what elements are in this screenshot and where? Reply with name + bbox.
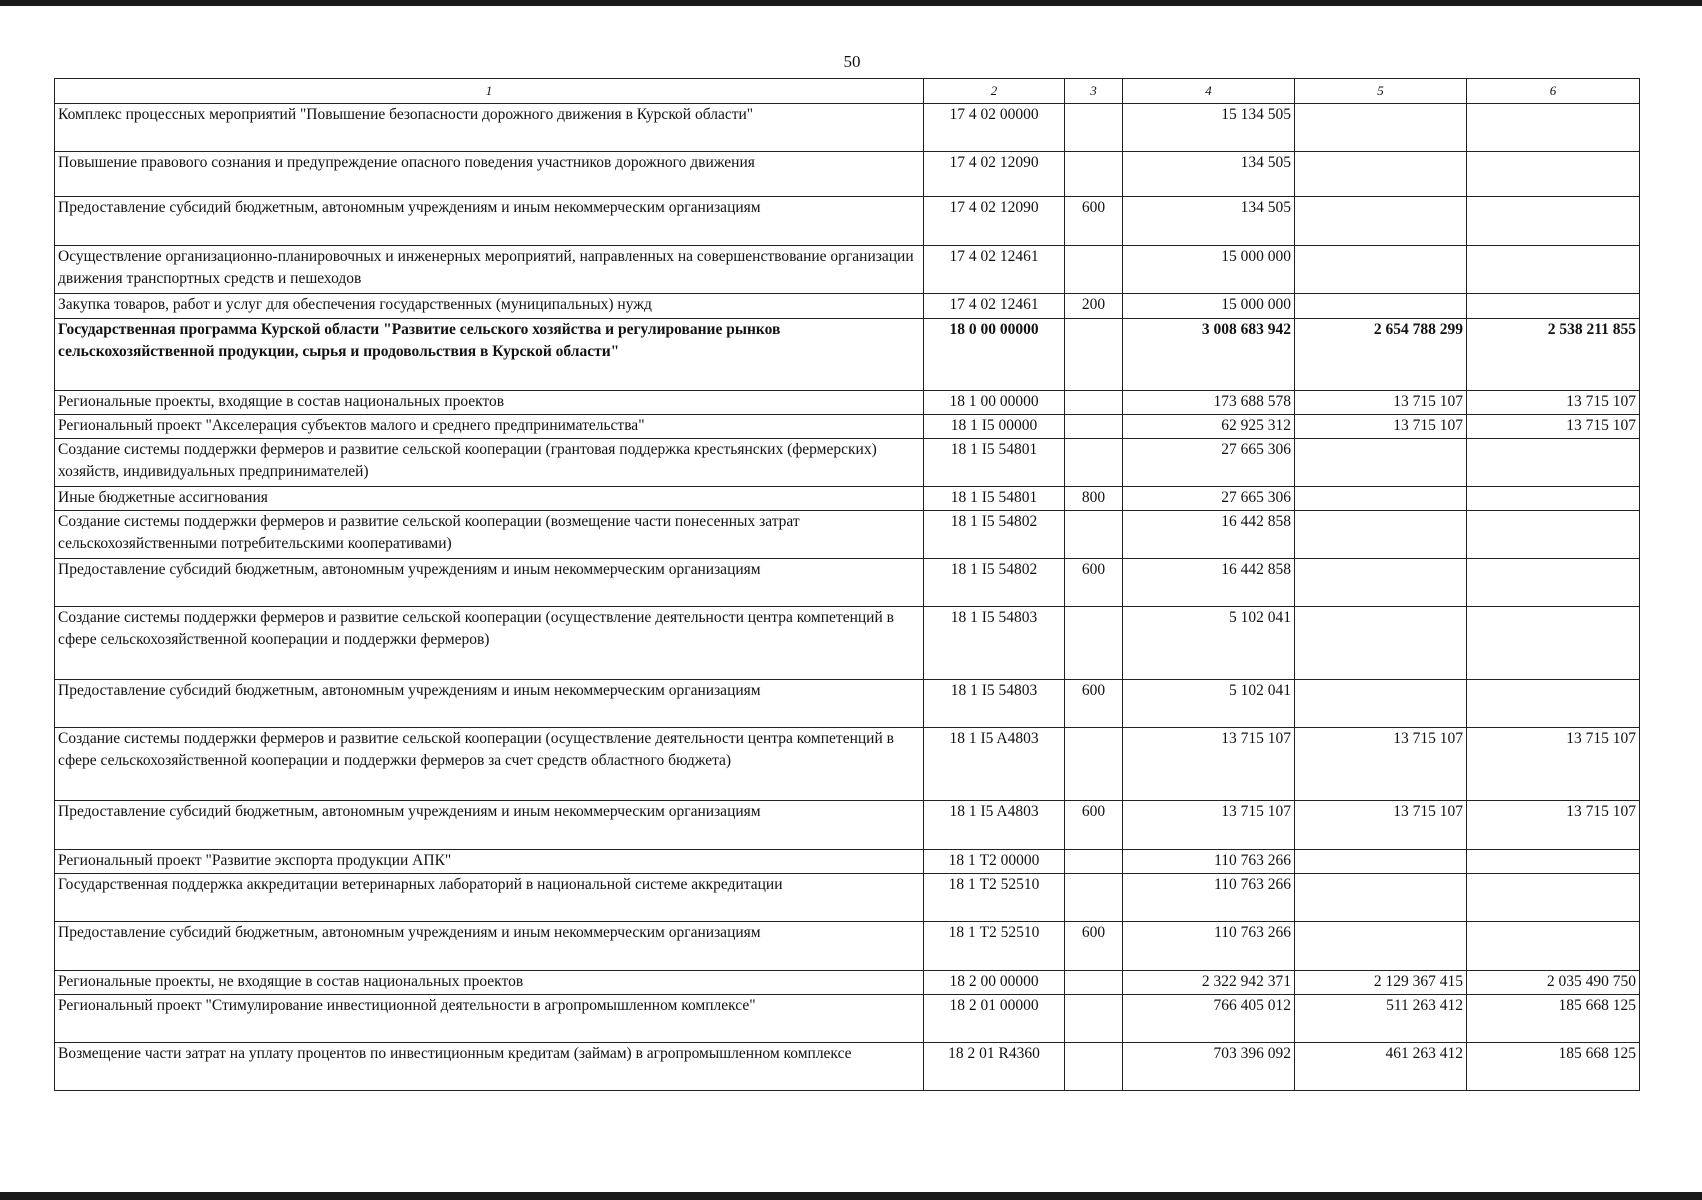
row-value-year1-cell: 703 396 092 bbox=[1123, 1043, 1295, 1091]
row-code-cell: 18 2 00 00000 bbox=[924, 971, 1065, 995]
row-kvr-cell bbox=[1065, 728, 1123, 801]
header-col-6: 6 bbox=[1467, 79, 1640, 104]
row-name-cell: Предоставление субсидий бюджетным, автономным учреждениям и иным некоммерческим организациям bbox=[55, 801, 924, 850]
row-value-year2-cell: 2 129 367 415 bbox=[1295, 971, 1467, 995]
row-value-year3-cell bbox=[1467, 680, 1640, 728]
table-row bbox=[55, 294, 1640, 319]
row-code-cell: 18 1 I5 54803 bbox=[924, 680, 1065, 728]
row-code-cell: 17 4 02 12461 bbox=[924, 246, 1065, 294]
row-value-year3-cell: 13 715 107 bbox=[1467, 391, 1640, 415]
row-value-year1-cell: 173 688 578 bbox=[1123, 391, 1295, 415]
row-value-year2-cell bbox=[1295, 511, 1467, 559]
row-value-year3-cell: 2 035 490 750 bbox=[1467, 971, 1640, 995]
row-value-year3-cell: 185 668 125 bbox=[1467, 995, 1640, 1043]
row-name-cell: Повышение правового сознания и предупреждение опасного поведения участников дорожного движения bbox=[55, 152, 924, 197]
row-name-cell: Государственная программа Курской области "Развитие сельского хозяйства и регулирование рынков сельскохозяйственной продукции, сырья и продовольствия в Курской области" bbox=[55, 319, 924, 391]
row-name-cell: Региональный проект "Стимулирование инвестиционной деятельности в агропромышленном комплексе" bbox=[55, 995, 924, 1043]
table-row bbox=[55, 152, 1640, 197]
row-name-cell: Предоставление субсидий бюджетным, автономным учреждениям и иным некоммерческим организациям bbox=[55, 197, 924, 246]
row-value-year3-cell: 185 668 125 bbox=[1467, 1043, 1640, 1091]
row-value-year1-cell: 3 008 683 942 bbox=[1123, 319, 1295, 391]
row-name-cell: Государственная поддержка аккредитации ветеринарных лабораторий в национальной системе аккредитации bbox=[55, 874, 924, 922]
row-value-year2-cell: 461 263 412 bbox=[1295, 1043, 1467, 1091]
row-kvr-cell bbox=[1065, 971, 1123, 995]
row-kvr-cell: 200 bbox=[1065, 294, 1123, 319]
header-col-2: 2 bbox=[924, 79, 1065, 104]
table-row bbox=[55, 922, 1640, 971]
row-kvr-cell bbox=[1065, 246, 1123, 294]
row-value-year2-cell bbox=[1295, 246, 1467, 294]
row-kvr-cell bbox=[1065, 319, 1123, 391]
row-code-cell: 17 4 02 12090 bbox=[924, 152, 1065, 197]
row-code-cell: 18 0 00 00000 bbox=[924, 319, 1065, 391]
row-kvr-cell: 600 bbox=[1065, 801, 1123, 850]
row-code-cell: 18 1 Т2 00000 bbox=[924, 850, 1065, 874]
table-header-row bbox=[55, 79, 1640, 104]
row-code-cell: 18 1 I5 54803 bbox=[924, 607, 1065, 680]
row-kvr-cell: 600 bbox=[1065, 559, 1123, 607]
row-name-cell: Региональные проекты, не входящие в состав национальных проектов bbox=[55, 971, 924, 995]
row-value-year1-cell: 15 000 000 bbox=[1123, 246, 1295, 294]
row-value-year1-cell: 13 715 107 bbox=[1123, 801, 1295, 850]
table-row bbox=[55, 391, 1640, 415]
row-name-cell: Создание системы поддержки фермеров и развитие сельской кооперации (осуществление деятельности центра компетенций в сфере сельскохозяйственной кооперации и поддержки фермеров) bbox=[55, 607, 924, 680]
row-value-year3-cell bbox=[1467, 152, 1640, 197]
table-row bbox=[55, 680, 1640, 728]
table-row bbox=[55, 487, 1640, 511]
row-value-year3-cell: 13 715 107 bbox=[1467, 801, 1640, 850]
row-value-year1-cell: 13 715 107 bbox=[1123, 728, 1295, 801]
row-value-year2-cell bbox=[1295, 439, 1467, 487]
row-code-cell: 18 1 I5 54802 bbox=[924, 511, 1065, 559]
table-row bbox=[55, 607, 1640, 680]
header-col-3: 3 bbox=[1065, 79, 1123, 104]
table-row bbox=[55, 1043, 1640, 1091]
row-value-year1-cell: 766 405 012 bbox=[1123, 995, 1295, 1043]
row-value-year2-cell bbox=[1295, 152, 1467, 197]
table-row bbox=[55, 319, 1640, 391]
row-value-year1-cell: 15 000 000 bbox=[1123, 294, 1295, 319]
row-kvr-cell bbox=[1065, 415, 1123, 439]
row-code-cell: 18 1 I5 00000 bbox=[924, 415, 1065, 439]
row-kvr-cell: 800 bbox=[1065, 487, 1123, 511]
table-body bbox=[55, 104, 1640, 1091]
row-name-cell: Возмещение части затрат на уплату процентов по инвестиционным кредитам (займам) в агропромышленном комплексе bbox=[55, 1043, 924, 1091]
table-row bbox=[55, 246, 1640, 294]
row-value-year3-cell bbox=[1467, 246, 1640, 294]
row-value-year1-cell: 134 505 bbox=[1123, 152, 1295, 197]
table-row bbox=[55, 995, 1640, 1043]
row-value-year3-cell bbox=[1467, 294, 1640, 319]
row-code-cell: 17 4 02 12090 bbox=[924, 197, 1065, 246]
row-value-year1-cell: 5 102 041 bbox=[1123, 680, 1295, 728]
row-name-cell: Осуществление организационно-планировочных и инженерных мероприятий, направленных на совершенствование организации движения транспортных средств и пешеходов bbox=[55, 246, 924, 294]
row-value-year2-cell: 13 715 107 bbox=[1295, 728, 1467, 801]
row-kvr-cell bbox=[1065, 511, 1123, 559]
row-name-cell: Создание системы поддержки фермеров и развитие сельской кооперации (грантовая поддержка крестьянских (фермерских) хозяйств, индивидуальных предпринимателей) bbox=[55, 439, 924, 487]
table-row bbox=[55, 104, 1640, 152]
row-value-year3-cell bbox=[1467, 559, 1640, 607]
table-row bbox=[55, 415, 1640, 439]
row-name-cell: Региональный проект "Развитие экспорта продукции АПК" bbox=[55, 850, 924, 874]
row-code-cell: 18 1 00 00000 bbox=[924, 391, 1065, 415]
row-kvr-cell bbox=[1065, 104, 1123, 152]
row-name-cell: Предоставление субсидий бюджетным, автономным учреждениям и иным некоммерческим организациям bbox=[55, 559, 924, 607]
row-value-year3-cell bbox=[1467, 511, 1640, 559]
scan-border-bottom bbox=[0, 1192, 1702, 1200]
header-col-4: 4 bbox=[1123, 79, 1295, 104]
row-value-year3-cell bbox=[1467, 874, 1640, 922]
row-value-year1-cell: 27 665 306 bbox=[1123, 439, 1295, 487]
row-value-year3-cell: 13 715 107 bbox=[1467, 415, 1640, 439]
row-value-year2-cell bbox=[1295, 850, 1467, 874]
row-value-year2-cell bbox=[1295, 680, 1467, 728]
row-value-year3-cell bbox=[1467, 922, 1640, 971]
row-code-cell: 18 1 I5 A4803 bbox=[924, 801, 1065, 850]
row-name-cell: Предоставление субсидий бюджетным, автономным учреждениям и иным некоммерческим организациям bbox=[55, 922, 924, 971]
row-value-year3-cell: 2 538 211 855 bbox=[1467, 319, 1640, 391]
row-value-year2-cell bbox=[1295, 104, 1467, 152]
row-value-year2-cell: 13 715 107 bbox=[1295, 801, 1467, 850]
row-name-cell: Региональные проекты, входящие в состав национальных проектов bbox=[55, 391, 924, 415]
row-kvr-cell bbox=[1065, 391, 1123, 415]
row-code-cell: 18 1 I5 A4803 bbox=[924, 728, 1065, 801]
header-col-1: 1 bbox=[55, 79, 924, 104]
table-row bbox=[55, 874, 1640, 922]
row-value-year3-cell bbox=[1467, 487, 1640, 511]
row-code-cell: 18 1 Т2 52510 bbox=[924, 922, 1065, 971]
row-kvr-cell bbox=[1065, 1043, 1123, 1091]
row-code-cell: 18 1 I5 54802 bbox=[924, 559, 1065, 607]
row-name-cell: Закупка товаров, работ и услуг для обеспечения государственных (муниципальных) нужд bbox=[55, 294, 924, 319]
row-value-year3-cell bbox=[1467, 850, 1640, 874]
row-kvr-cell: 600 bbox=[1065, 197, 1123, 246]
row-kvr-cell bbox=[1065, 995, 1123, 1043]
row-value-year2-cell bbox=[1295, 487, 1467, 511]
table-row bbox=[55, 511, 1640, 559]
row-value-year1-cell: 16 442 858 bbox=[1123, 511, 1295, 559]
row-kvr-cell bbox=[1065, 874, 1123, 922]
row-name-cell: Иные бюджетные ассигнования bbox=[55, 487, 924, 511]
row-name-cell: Создание системы поддержки фермеров и развитие сельской кооперации (возмещение части понесенных затрат сельскохозяйственными потребительскими кооперативами) bbox=[55, 511, 924, 559]
row-value-year2-cell bbox=[1295, 607, 1467, 680]
header-col-5: 5 bbox=[1295, 79, 1467, 104]
table-row bbox=[55, 728, 1640, 801]
row-kvr-cell: 600 bbox=[1065, 680, 1123, 728]
table-row bbox=[55, 439, 1640, 487]
row-kvr-cell: 600 bbox=[1065, 922, 1123, 971]
row-value-year1-cell: 15 134 505 bbox=[1123, 104, 1295, 152]
row-value-year3-cell bbox=[1467, 607, 1640, 680]
row-value-year2-cell: 511 263 412 bbox=[1295, 995, 1467, 1043]
row-value-year2-cell bbox=[1295, 197, 1467, 246]
row-value-year3-cell: 13 715 107 bbox=[1467, 728, 1640, 801]
table-row bbox=[55, 971, 1640, 995]
row-name-cell: Региональный проект "Акселерация субъектов малого и среднего предпринимательства" bbox=[55, 415, 924, 439]
row-name-cell: Создание системы поддержки фермеров и развитие сельской кооперации (осуществление деятельности центра компетенций в сфере сельскохозяйственной кооперации и поддержки фермеров за счет средств областного бюджета) bbox=[55, 728, 924, 801]
row-kvr-cell bbox=[1065, 850, 1123, 874]
row-value-year2-cell: 2 654 788 299 bbox=[1295, 319, 1467, 391]
row-value-year2-cell: 13 715 107 bbox=[1295, 415, 1467, 439]
row-code-cell: 17 4 02 00000 bbox=[924, 104, 1065, 152]
row-value-year3-cell bbox=[1467, 197, 1640, 246]
row-name-cell: Предоставление субсидий бюджетным, автономным учреждениям и иным некоммерческим организациям bbox=[55, 680, 924, 728]
row-value-year3-cell bbox=[1467, 439, 1640, 487]
row-kvr-cell bbox=[1065, 152, 1123, 197]
row-code-cell: 18 2 01 R4360 bbox=[924, 1043, 1065, 1091]
row-code-cell: 18 1 I5 54801 bbox=[924, 487, 1065, 511]
row-value-year1-cell: 5 102 041 bbox=[1123, 607, 1295, 680]
row-value-year2-cell bbox=[1295, 874, 1467, 922]
row-name-cell: Комплекс процессных мероприятий "Повышение безопасности дорожного движения в Курской области" bbox=[55, 104, 924, 152]
page-number: 50 bbox=[843, 52, 861, 71]
row-value-year1-cell: 134 505 bbox=[1123, 197, 1295, 246]
scan-border-top bbox=[0, 0, 1702, 6]
row-value-year1-cell: 110 763 266 bbox=[1123, 874, 1295, 922]
row-value-year3-cell bbox=[1467, 104, 1640, 152]
budget-table bbox=[54, 78, 1640, 1091]
row-value-year1-cell: 27 665 306 bbox=[1123, 487, 1295, 511]
row-value-year2-cell bbox=[1295, 559, 1467, 607]
row-value-year1-cell: 2 322 942 371 bbox=[1123, 971, 1295, 995]
row-value-year1-cell: 16 442 858 bbox=[1123, 559, 1295, 607]
row-value-year2-cell bbox=[1295, 294, 1467, 319]
row-kvr-cell bbox=[1065, 607, 1123, 680]
table-row bbox=[55, 850, 1640, 874]
row-kvr-cell bbox=[1065, 439, 1123, 487]
row-value-year1-cell: 62 925 312 bbox=[1123, 415, 1295, 439]
table-row bbox=[55, 197, 1640, 246]
table-row bbox=[55, 559, 1640, 607]
row-code-cell: 18 2 01 00000 bbox=[924, 995, 1065, 1043]
row-code-cell: 18 1 Т2 52510 bbox=[924, 874, 1065, 922]
row-value-year1-cell: 110 763 266 bbox=[1123, 850, 1295, 874]
row-value-year2-cell bbox=[1295, 922, 1467, 971]
row-code-cell: 18 1 I5 54801 bbox=[924, 439, 1065, 487]
row-code-cell: 17 4 02 12461 bbox=[924, 294, 1065, 319]
row-value-year1-cell: 110 763 266 bbox=[1123, 922, 1295, 971]
row-value-year2-cell: 13 715 107 bbox=[1295, 391, 1467, 415]
table-row bbox=[55, 801, 1640, 850]
